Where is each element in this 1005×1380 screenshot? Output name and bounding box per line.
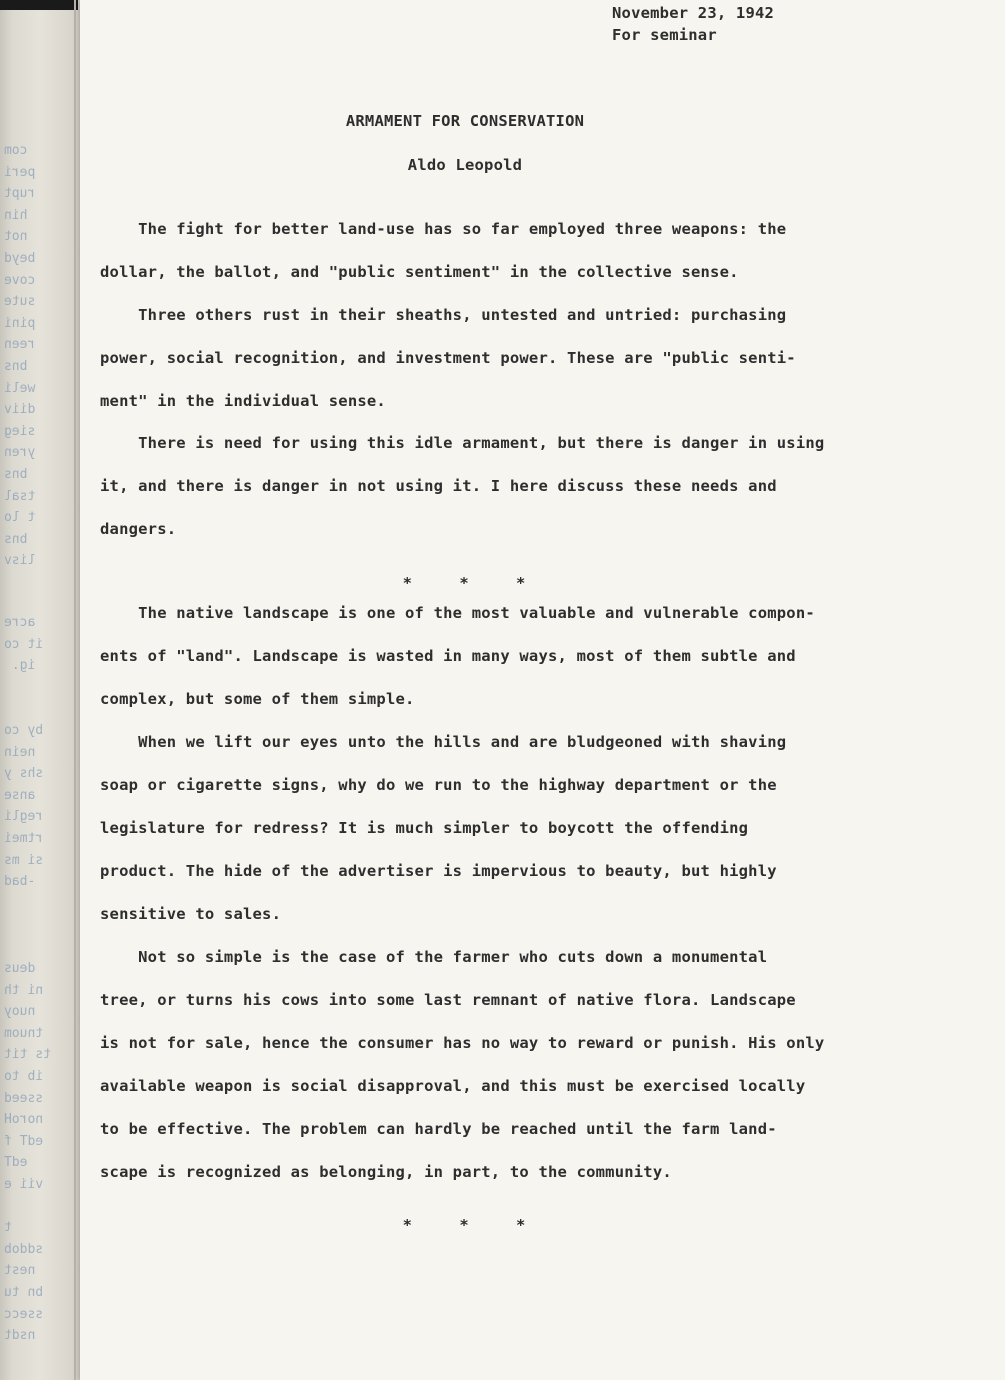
paragraph-6 [100, 936, 930, 1194]
paragraph-text: The fight for better land-use has so far employed three weapons: the dollar, the ballot, and "public sentiment" in the collective sense. [100, 220, 787, 281]
paragraph-text: When we lift our eyes unto the hills and are bludgeoned with shaving soap or cigarette signs, why do we run to the highway department or the legislature for redress? It is much simpler to boycott the offending product. The hide of the advertiser is impervious to beauty, but highly sensitive to sales. [100, 733, 787, 923]
paragraph-5 [100, 721, 930, 936]
typewritten-page [80, 0, 1005, 1380]
section-separator: * * * [402, 1215, 528, 1234]
bleed-through-text-lower: deus ni th nuoy tnuom ts tit ib to sseed noroH edT f edT vii e t sddob nest bn tu ssecc nsdt [4, 961, 51, 1344]
paragraph-text: The native landscape is one of the most valuable and vulnerable compon- ents of "land". Landscape is wasted in many ways, most of them subtle and complex, but some of them simple. [100, 604, 815, 708]
paragraph-1 [100, 208, 930, 294]
section-separator: * * * [402, 573, 528, 592]
paragraph-text: Not so simple is the case of the farmer who cuts down a monumental tree, or turns his cows into some last remnant of native flora. Landscape is not for sale, hence the consumer has no way to reward or punish. His only available weapon is social disapproval, and this must be exercised locally to be effective. The problem can hardly be reached until the farm land- scape is recognized as belonging, in part, to the community. [100, 948, 825, 1181]
paragraph-4 [100, 592, 930, 721]
paragraph-3 [100, 422, 930, 551]
paragraph-text: There is need for using this idle armament, but there is danger in using it, and there is danger in not using it. I here discuss these needs and dangers. [100, 434, 825, 538]
bleed-through-text-upper: com peri rupt hin not beyd cove sute pini reen bns weli diiv sieg yren bns tsal t lo bns lisv [4, 143, 36, 569]
document-author: Aldo Leopold [407, 156, 523, 174]
paragraph-text: Three others rust in their sheaths, untested and untried: purchasing power, social recognition, and investment power. These are "public senti- ment" in the individual sense. [100, 306, 796, 410]
header-note: For seminar [612, 26, 717, 44]
document-title: ARMAMENT FOR CONSERVATION [345, 112, 585, 130]
header-date: November 23, 1942 [612, 4, 775, 22]
paragraph-2 [100, 294, 930, 423]
bleed-through-text-middle: acre it co ig. by co nein shs y anse regli rtmei si ms -bad [4, 615, 44, 890]
binding-shadow [0, 0, 78, 10]
page-edge-line [74, 0, 76, 1380]
